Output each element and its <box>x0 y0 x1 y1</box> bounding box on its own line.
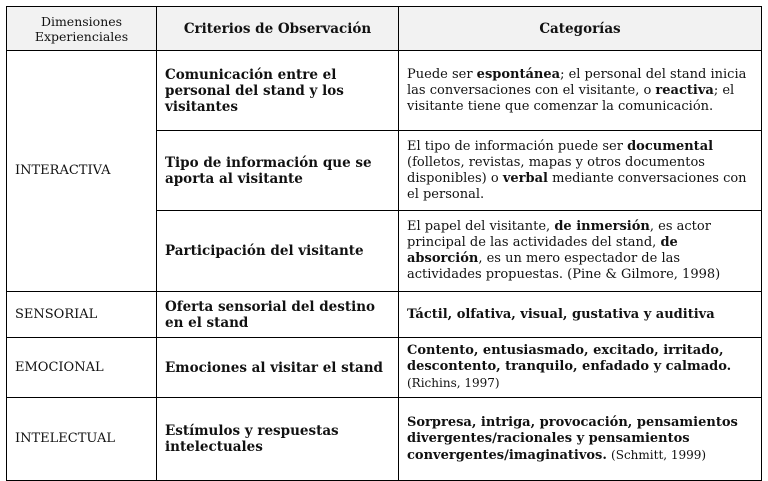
category-reference: (Schmitt, 1999) <box>611 447 707 462</box>
category-keyword: de inmersión <box>554 219 650 234</box>
category-reference: (Richins, 1997) <box>407 376 500 390</box>
category-cell <box>399 131 762 211</box>
category-text: Sorpresa, intriga, provocación, pensamientos divergentes/racionales y pensamientos convergentes/imaginativos. <box>407 414 738 463</box>
table-row <box>7 338 762 398</box>
category-text: ; el visitante tiene que comenzar la comunicación. <box>407 82 735 114</box>
category-cell <box>399 398 762 481</box>
dimension-intelectual: INTELECTUAL <box>7 398 157 481</box>
table-row <box>7 398 762 481</box>
category-keyword: verbal <box>502 170 548 186</box>
category-text: (folletos, revistas, mapas y otros documentos disponibles) o <box>407 154 705 186</box>
dimension-emocional: EMOCIONAL <box>7 338 157 398</box>
category-text: , es un mero espectador de las actividades propuestas. (Pine & Gilmore, 1998) <box>407 251 721 282</box>
category-keyword: reactiva <box>655 82 714 98</box>
category-text: El tipo de información puede ser <box>407 138 628 154</box>
header-dimensions: Dimensiones Experienciales <box>7 7 157 51</box>
category-cell <box>399 338 762 398</box>
table-row <box>7 51 762 131</box>
criteria-cell: Comunicación entre el personal del stand y los visitantes <box>157 51 399 131</box>
category-cell: Táctil, olfativa, visual, gustativa y auditiva <box>399 292 762 338</box>
header-row <box>7 7 762 51</box>
category-cell <box>399 211 762 292</box>
criteria-cell: Emociones al visitar el stand <box>157 338 399 398</box>
category-keyword: documental <box>627 138 714 154</box>
category-text: ; el personal del stand inicia las conversaciones con el visitante, o <box>407 66 747 98</box>
category-text: , es actor principal de las actividades del stand, <box>407 219 711 250</box>
table-row <box>7 292 762 338</box>
category-text: El papel del visitante, <box>407 219 555 234</box>
category-text: Contento, entusiasmado, excitado, irritado, descontento, tranquilo, enfadado y calmado. <box>407 343 732 374</box>
criteria-cell: Tipo de información que se aporta al visitante <box>157 131 399 211</box>
category-text: mediante conversaciones con el personal. <box>407 170 747 202</box>
category-cell <box>399 51 762 131</box>
category-text: Puede ser <box>407 66 477 82</box>
experiential-dimensions-table <box>6 6 762 481</box>
criteria-cell: Estímulos y respuestas intelectuales <box>157 398 399 481</box>
dimension-interactiva: INTERACTIVA <box>7 51 157 292</box>
header-criteria: Criterios de Observación <box>157 7 399 51</box>
category-keyword: espontánea <box>476 66 561 82</box>
category-keyword: de absorción <box>407 235 678 266</box>
criteria-cell: Participación del visitante <box>157 211 399 292</box>
header-categories: Categorías <box>399 7 762 51</box>
criteria-cell: Oferta sensorial del destino en el stand <box>157 292 399 338</box>
dimension-sensorial: SENSORIAL <box>7 292 157 338</box>
